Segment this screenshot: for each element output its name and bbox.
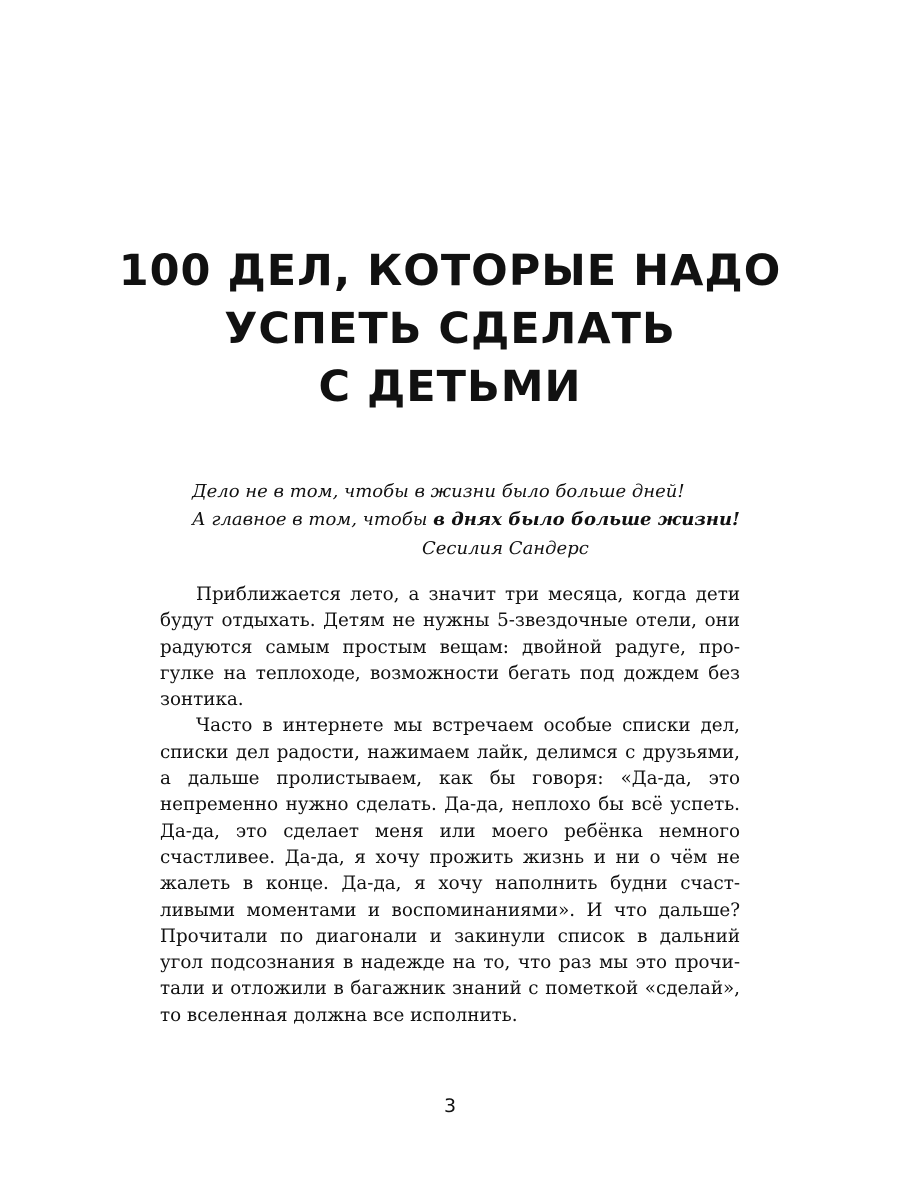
epigraph-line-2-text: А главное в том, чтобы [192,509,434,530]
chapter-title-line-1: 100 ДЕЛ, КОТОРЫЕ НАДО [118,246,782,296]
epigraph-line-2 [192,506,740,534]
chapter-title-line-3: С ДЕТЬМИ [318,362,582,412]
epigraph-line-1: Дело не в том, чтобы в жизни было больше дней! [192,481,685,502]
body-text [160,582,740,1029]
page-number: 3 [443,1095,457,1117]
chapter-title [0,242,900,416]
epigraph-author: Сесилия Сандерс [422,538,589,559]
paragraph-1: Приближается лето, а значит три месяца, когда дети будут отдыхать. Детям не нужны 5-звездочные отели, они радуются самым простым вещам: двойной радуге, прогулке на теплоходе, возможности бегать под дождем без зонтика. [160,584,740,711]
epigraph-emphasis: в днях было больше жизни! [433,509,740,530]
chapter-title-line-2: УСПЕТЬ СДЕЛАТЬ [224,304,676,354]
epigraph [192,478,740,563]
paragraph-2: Часто в интернете мы встречаем особые списки дел, списки дел радости, нажимаем лайк, делимся с друзьями, а дальше пролистываем, как бы говоря: «Да-да, это непременно нужно сделать. Да-да, неплохо бы всё успеть. Да-да, это сделает меня или моего ребёнка немного счастливее. Да-да, я хочу прожить жизнь и ни о чём не жалеть в конце. Да-да, я хочу наполнить будни счастливыми моментами и воспоминаниями». И что дальше? Прочитали по диагонали и закинули список в дальний угол подсознания в надежде на то, что раз мы это прочитали и отложили в багажник знаний с пометкой «сделай», то вселенная должна все исполнить. [160,715,740,1026]
